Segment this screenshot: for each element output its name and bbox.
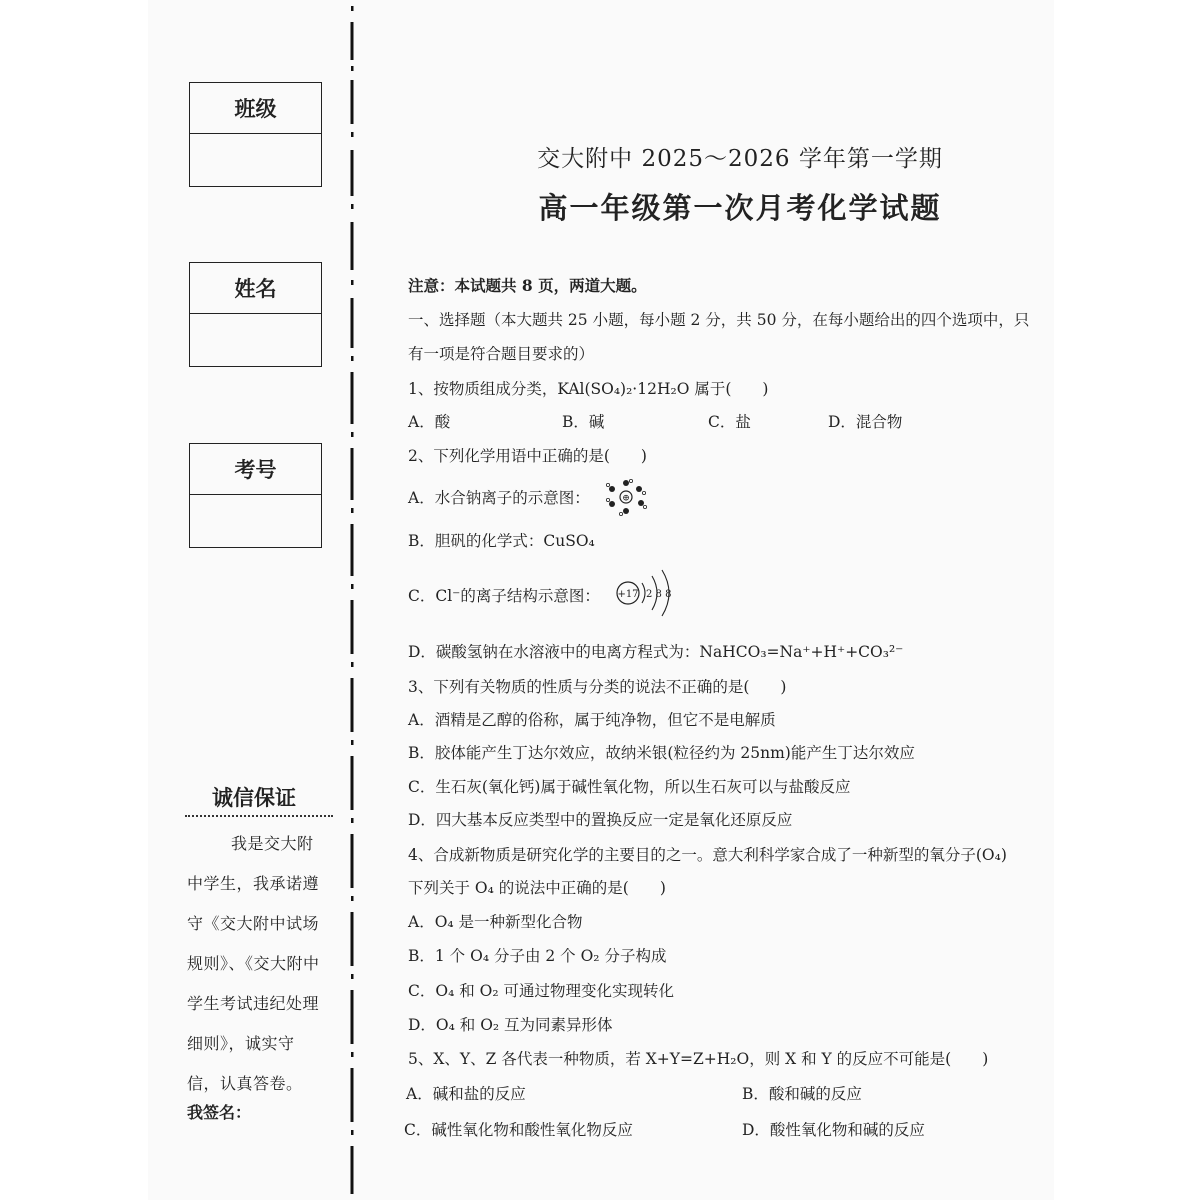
q3-option-a: A．酒精是乙醇的俗称，属于纯净物，但它不是电解质 [408, 711, 776, 729]
name-field[interactable] [190, 314, 321, 366]
q2-option-d: D．碳酸氢钠在水溶液中的电离方程式为：NaHCO₃=Na⁺+H⁺+CO₃²⁻ [408, 643, 904, 661]
q4-option-b: B．1 个 O₄ 分子由 2 个 O₂ 分子构成 [408, 947, 667, 965]
q5-option-b: B．酸和碱的反应 [742, 1085, 862, 1103]
q3-stem: 3、下列有关物质的性质与分类的说法不正确的是( ) [408, 678, 787, 696]
name-label: 姓名 [190, 263, 321, 314]
q4-option-c: C．O₄ 和 O₂ 可通过物理变化实现转化 [408, 982, 674, 1000]
q3-option-d: D．四大基本反应类型中的置换反应一定是氧化还原反应 [408, 811, 793, 829]
pledge-text: 我是交大附中学生，我承诺遵守《交大附中试场规则》、《交大附中学生考试违纪处理细则》，诚实守信，认真答卷。 [187, 834, 320, 1093]
q5-stem: 5、X、Y、Z 各代表一种物质，若 X+Y=Z+H₂O，则 X 和 Y 的反应不可能是( ) [408, 1050, 989, 1068]
pledge-divider [185, 815, 333, 817]
q1-option-d: D．混合物 [828, 413, 903, 431]
q5-option-d: D．酸性氧化物和碱的反应 [742, 1121, 925, 1139]
section-intro-line2: 有一项是符合题目要求的） [408, 345, 595, 363]
pledge-title: 诚信保证 [212, 786, 296, 810]
q1-option-a: A．酸 [408, 413, 451, 431]
q1-option-b: B．碱 [562, 413, 605, 431]
class-label: 班级 [190, 83, 321, 134]
exam-title: 高一年级第一次月考化学试题 [538, 191, 942, 225]
q3-option-c: C．生石灰(氧化钙)属于碱性氧化物，所以生石灰可以与盐酸反应 [408, 778, 851, 796]
class-field[interactable] [190, 134, 321, 186]
q2-option-b: B．胆矾的化学式：CuSO₄ [408, 532, 595, 550]
q4-stem-line2: 下列关于 O₄ 的说法中正确的是( ) [408, 879, 666, 897]
q5-option-c: C．碱性氧化物和酸性氧化物反应 [404, 1121, 633, 1139]
svg-text:⊕: ⊕ [622, 493, 630, 504]
school-term-heading: 交大附中 2025～2026 学年第一学期 [537, 146, 943, 172]
class-box [189, 82, 322, 187]
q2-option-a: A．水合钠离子的示意图： [408, 489, 590, 507]
exam-number-field[interactable] [190, 495, 321, 547]
notice: 注意：本试题共 8 页，两道大题。 [408, 276, 647, 295]
q1-option-c: C．盐 [708, 413, 751, 431]
exam-number-label: 考号 [190, 444, 321, 495]
q4-option-a: A．O₄ 是一种新型化合物 [408, 913, 583, 931]
q1-stem: 1、按物质组成分类，KAl(SO₄)₂·12H₂O 属于( ) [408, 380, 769, 398]
binding-seal-line [346, 0, 358, 1200]
q2-option-c: C．Cl⁻的离子结构示意图： [408, 587, 600, 605]
nucleus-charge: +17 [617, 589, 639, 600]
q4-option-d: D．O₄ 和 O₂ 互为同素异形体 [408, 1016, 613, 1034]
exam-number-box [189, 443, 322, 548]
section-intro-line1: 一、选择题（本大题共 25 小题，每小题 2 分，共 50 分，在每小题给出的四个选项中，只 [408, 311, 1030, 329]
electron-shells: 2 8 8 [646, 589, 672, 600]
q3-option-b: B．胶体能产生丁达尔效应，故纳米银(粒径约为 25nm)能产生丁达尔效应 [408, 744, 915, 762]
q4-stem-line1: 4、合成新物质是研究化学的主要目的之一。意大利科学家合成了一种新型的氧分子(O₄) [408, 846, 1007, 864]
name-box [189, 262, 322, 367]
hydrated-sodium-ion-diagram [603, 478, 649, 516]
q5-option-a: A．碱和盐的反应 [406, 1085, 526, 1103]
chloride-ion-structure-diagram [612, 568, 682, 618]
q2-stem: 2、下列化学用语中正确的是( ) [408, 447, 647, 465]
signature-label: 我签名： [187, 1103, 252, 1122]
